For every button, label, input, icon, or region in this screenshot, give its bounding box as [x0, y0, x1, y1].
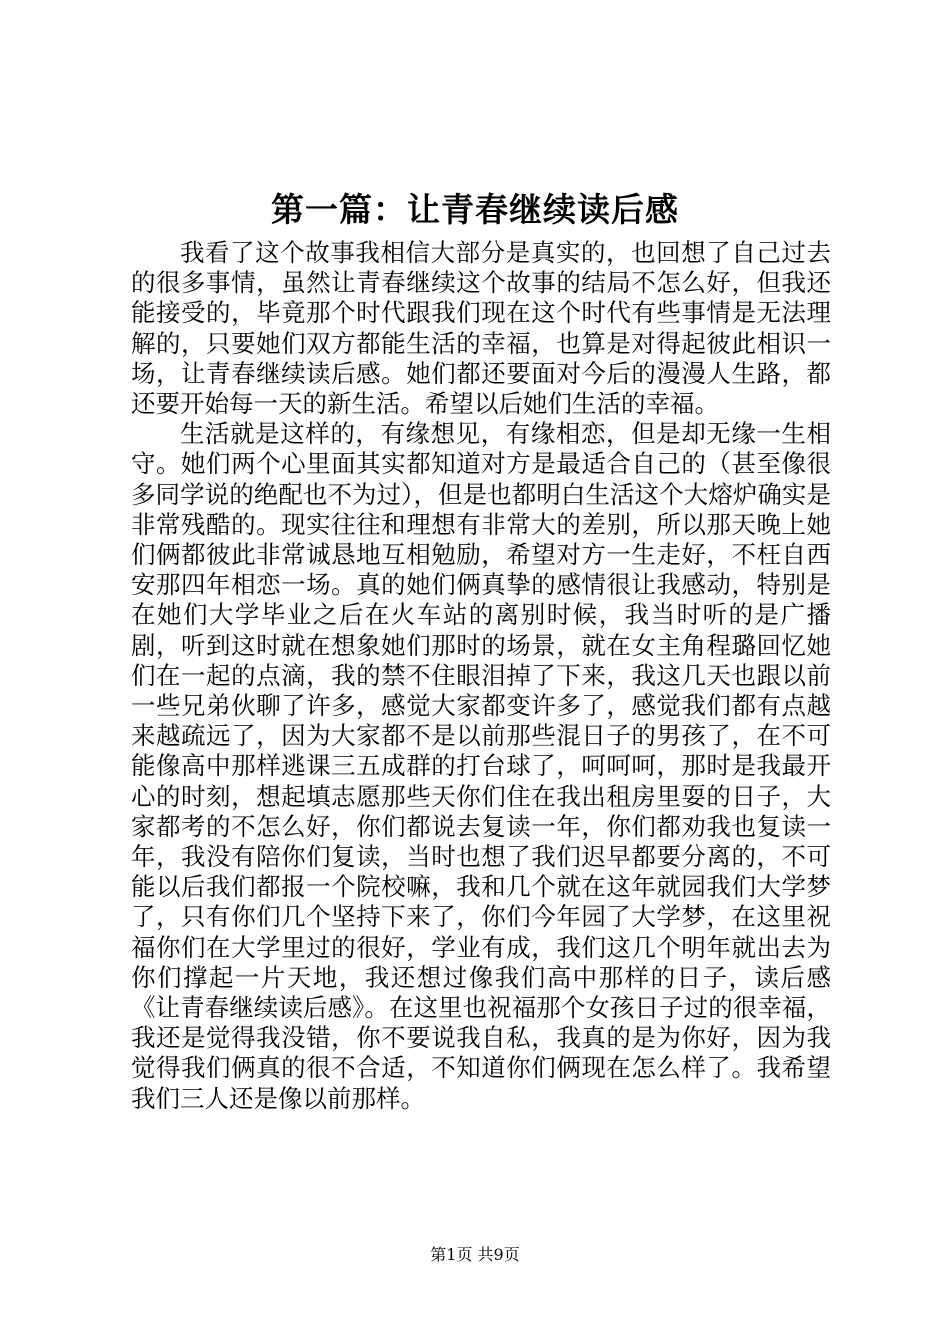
page-footer: 第1页 共9页 — [430, 1245, 520, 1264]
paragraph-1: 我看了这个故事我相信大部分是真实的，也回想了自己过去的很多事情，虽然让青春继续这个故事的结局不怎么好，但我还能接受的，毕竟那个时代跟我们现在这个时代有些事情是无法理解的，只要她们双方都能生活的幸福，也算是对得起彼此相识一场，让青春继续读后感。她们都还要面对今后的漫漫人生路，都还要开始每一天的新生活。希望以后她们生活的幸福。 — [131, 238, 831, 419]
document-body — [131, 238, 831, 1114]
document-title: 第一篇：让青春继续读后感 — [271, 190, 679, 229]
paragraph-2: 生活就是这样的，有缘想见，有缘相恋，但是却无缘一生相守。她们两个心里面其实都知道对方是最适合自己的（甚至像很多同学说的绝配也不为过），但是也都明白生活这个大熔炉确实是非常残酷的。现实往往和理想有非常大的差别，所以那天晚上她们俩都彼此非常诚恳地互相勉励，希望对方一生走好，不枉自西安那四年相恋一场。真的她们俩真挚的感情很让我感动，特别是在她们大学毕业之后在火车站的离别时候，我当时听的是广播剧，听到这时就在想象她们那时的场景，就在女主角程璐回忆她们在一起的点滴，我的禁不住眼泪掉了下来，我这几天也跟以前一些兄弟伙聊了许多，感觉大家都变许多了，感觉我们都有点越来越疏远了，因为大家都不是以前那些混日子的男孩了，在不可能像高中那样逃课三五成群的打台球了，呵呵呵，那时是我最开心的时刻，想起填志愿那些天你们住在我出租房里耍的日子，大家都考的不怎么好，你们都说去复读一年，你们都劝我也复读一年，我没有陪你们复读，当时也想了我们迟早都要分离的，不可能以后我们都报一个院校嘛，我和几个就在这年就园我们大学梦了，只有你们几个坚持下来了，你们今年园了大学梦，在这里祝福你们在大学里过的很好，学业有成，我们这几个明年就出去为你们撑起一片天地，我还想过像我们高中那样的日子，读后感《让青春继续读后感》。在这里也祝福那个女孩日子过的很幸福，我还是觉得我没错，你不要说我自私，我真的是为你好，因为我觉得我们俩真的很不合适，不知道你们俩现在怎么样了。我希望我们三人还是像以前那样。 — [131, 419, 831, 1113]
